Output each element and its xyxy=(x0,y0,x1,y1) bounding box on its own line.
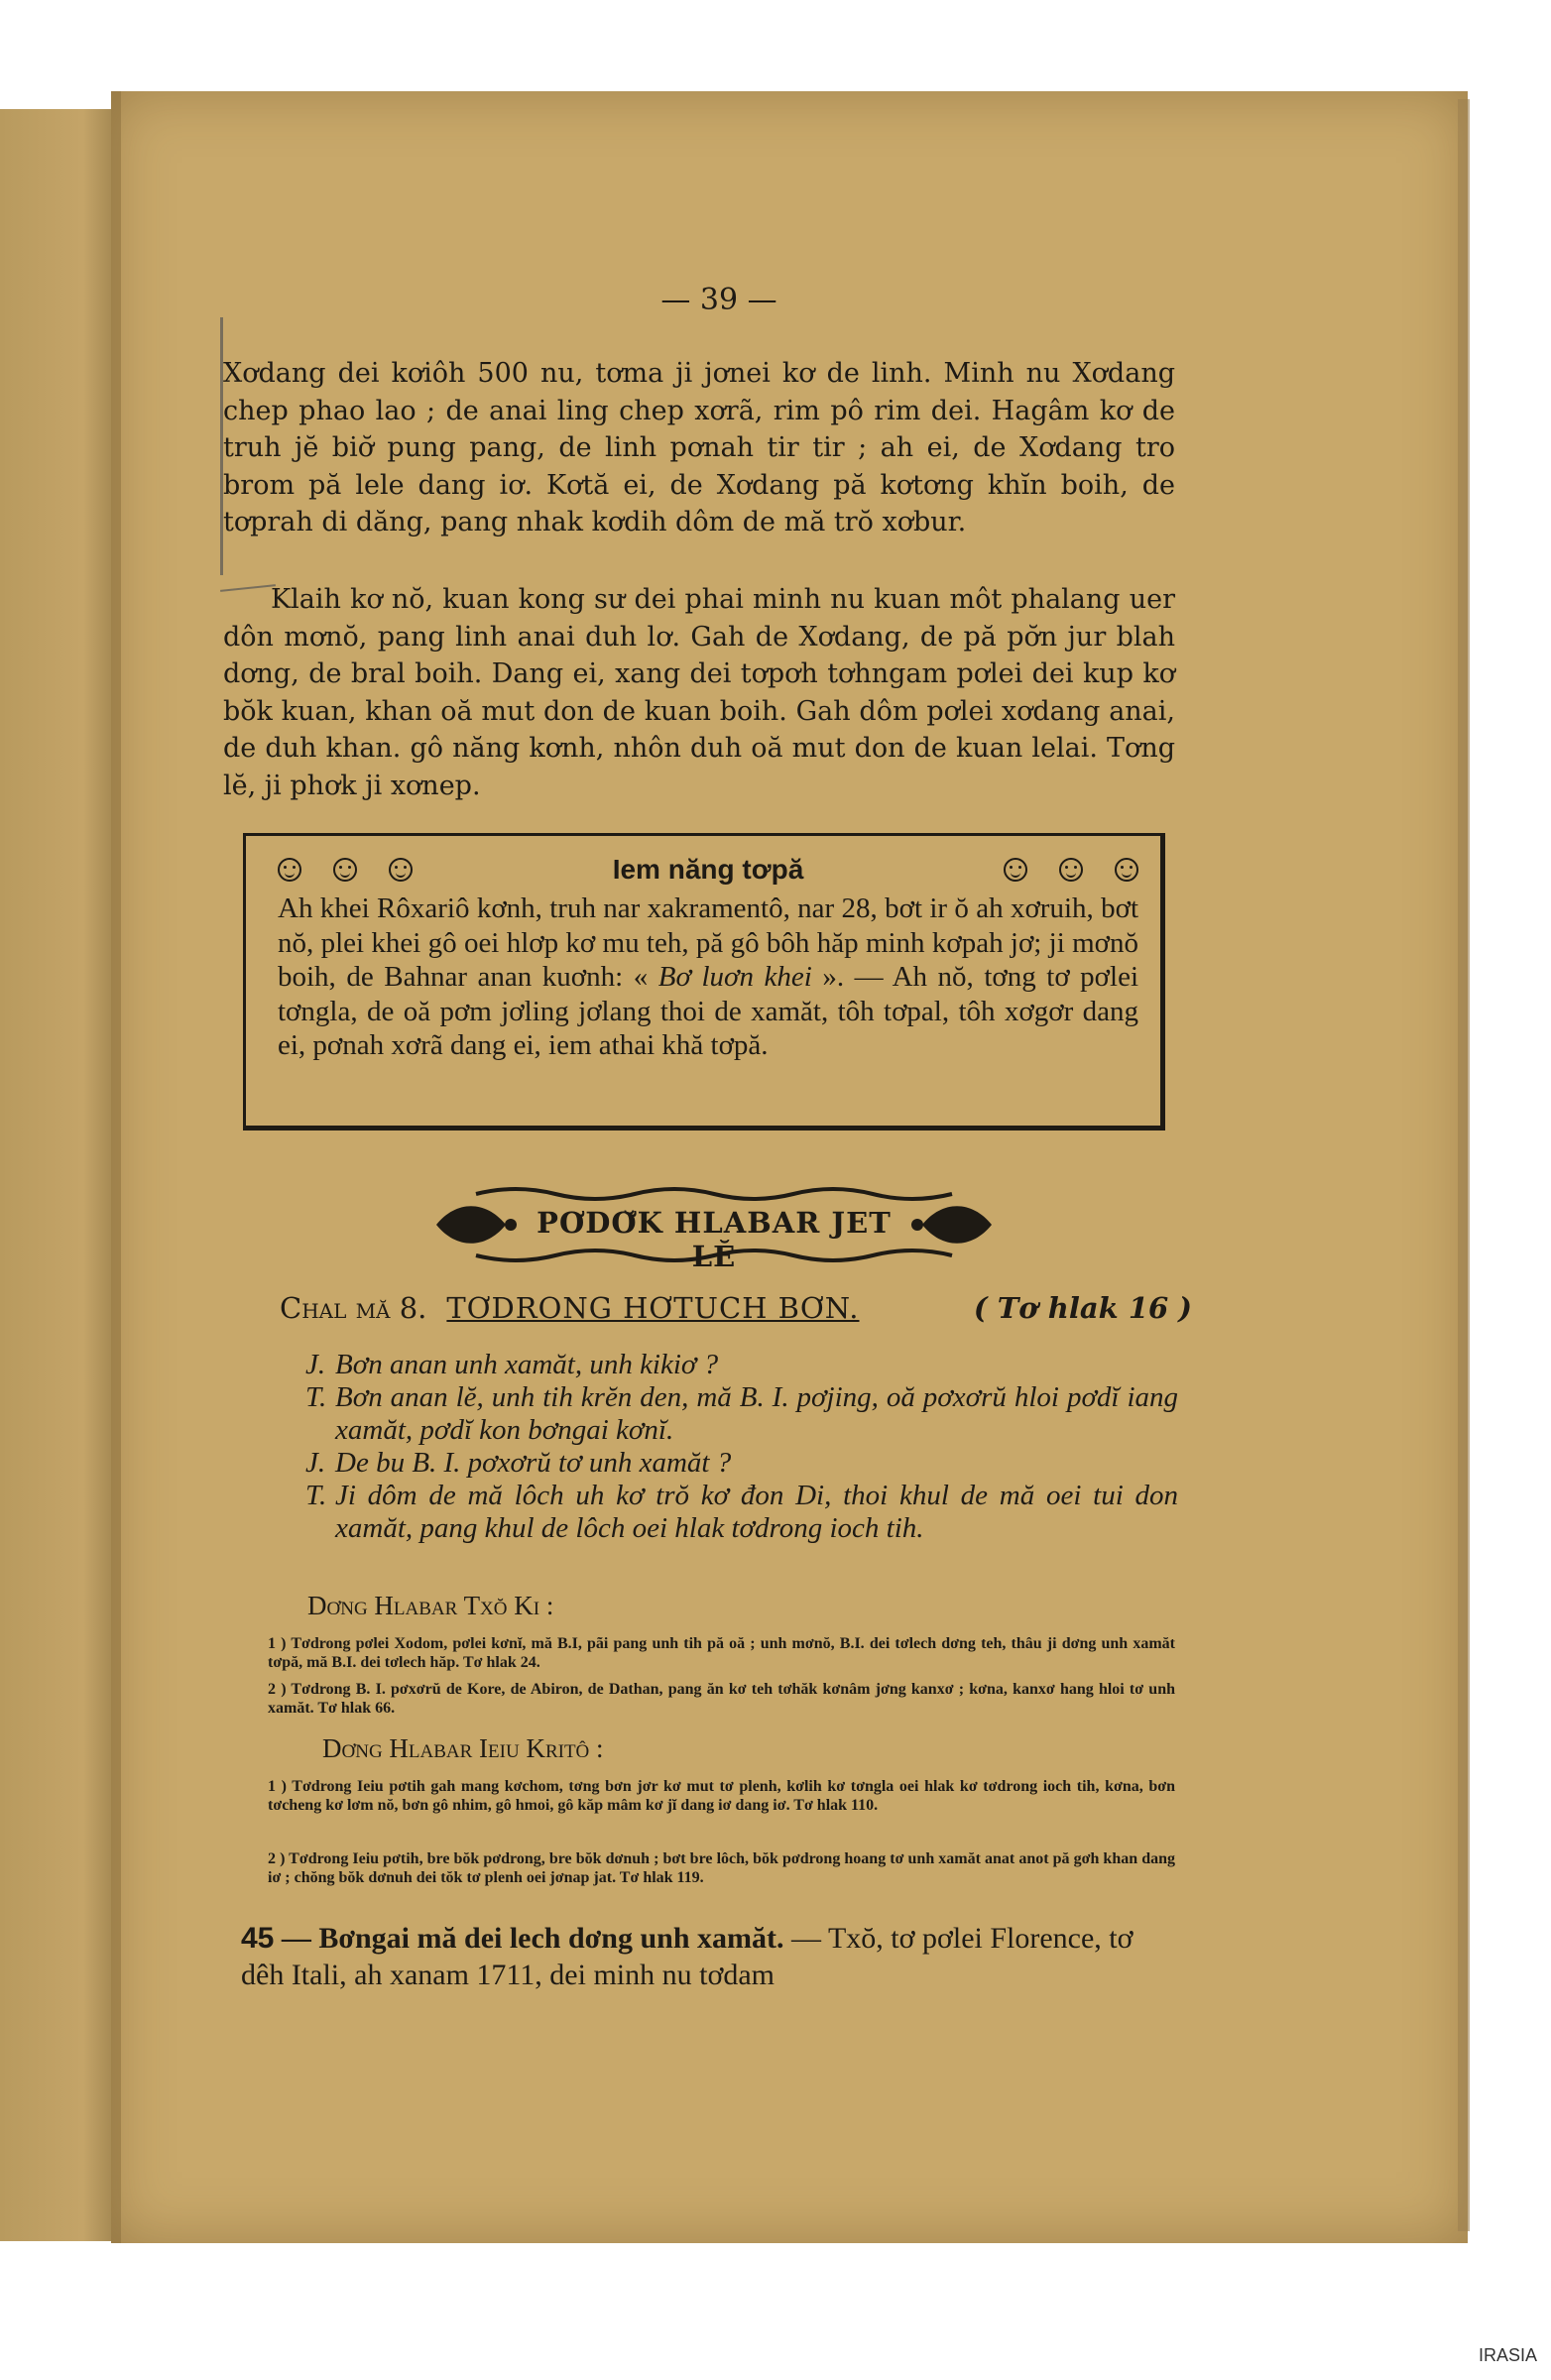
paragraph-heading: — Bơngai mă dei lech dơng unh xamăt. xyxy=(274,1922,784,1955)
qa-line xyxy=(305,1381,1178,1447)
ornamental-banner xyxy=(417,1180,1012,1273)
paragraph-number: 45 xyxy=(241,1922,275,1955)
footnote: 2 ) Tơdrong B. I. pơxơrŭ de Kore, de Abiron, de Dathan, pang ăn kơ teh tơhăk kơnâm jơng kanxơ ; kơna, kanxơ hang hloi tơ unh xamăt. Tơ hlak 66. xyxy=(268,1681,1175,1717)
face-icon xyxy=(1115,858,1138,882)
banner-title: PƠDƠ̆K HLABAR JET LĔ xyxy=(537,1206,892,1273)
face-icon xyxy=(1059,858,1083,882)
paragraph-1: Xơdang dei kơiôh 500 nu, tơma ji jơnei kơ de linh. Minh nu Xơdang chep phao lao ; de anai ling chep xơrã, rim pô rim dei. Hagâm kơ de truh jĕ biơ̆ pung pang, de linh pơnah tir tir ; ah ei, de Xơdang tro brom pă lele dang iơ. Kơtă ei, de Xơdang pă kơtơng khĭn boih, de tơprah di dăng, pang nhak kơdih dôm de mă trŏ xơbur. xyxy=(223,358,1175,537)
face-icon xyxy=(278,858,301,882)
numbered-paragraph-45 xyxy=(241,1920,1173,1993)
face-icon xyxy=(389,858,413,882)
footnote: 2 ) Tơdrong Ieiu pơtih, bre bŏk pơdrong, bre bŏk dơnuh ; bơt bre lôch, bŏk pơdrong hoang tơ unh xamăt anat anot pă gơh khan dang iơ ; chŏng bŏk dơnuh dei tŏk tơ plenh oei jơnap jat. Tơ hlak 119. xyxy=(268,1850,1175,1886)
qa-line xyxy=(305,1480,1178,1545)
qa-line xyxy=(305,1447,1178,1480)
page-number: — 39 — xyxy=(660,283,777,317)
notice-box-title: Iem năng tơpă xyxy=(612,854,804,885)
face-icon xyxy=(333,858,357,882)
notice-body-pre: Ah khei Rôxariô kơnh, truh nar xakramentô, nar 28, bơt ir ŏ ah xơruih, bơt nŏ, plei khei gô oei hlơp kơ mu teh, pă gô bôh hăp minh kơpah jơ; ji mơnŏ boih, de Bahnar anan kuơnh: « xyxy=(278,892,1138,993)
qa-text: Bơn anan lĕ, unh tih krĕn den, mă B. I. pơjing, oă pơxơrŭ hloi pơdĭ iang xamăt, pơdĭ kon bơngai kơnĭ. xyxy=(335,1381,1178,1446)
facing-page-edge xyxy=(0,109,119,2241)
page-gutter-shadow xyxy=(111,91,121,2243)
notice-body-post: ». — Ah nŏ, tơng tơ pơlei tơngla, de oă pơm jơling jơlang thoi de xamăt, tôh tơpal, tôh xơgơr dang ei, pơnah xơrã dang ei, iem athai khă tơpă. xyxy=(278,961,1139,1061)
face-ornaments-left xyxy=(278,858,413,882)
footnote: 1 ) Tơdrong pơlei Xodom, pơlei kơnĭ, mă B.I, pãi pang unh tih pă oă ; unh mơnŏ, B.I. dei tơlech dơng teh, thâu ji dơng unh xamăt tơpă, mă B.I. dei tơlech hăp. Tơ hlak 24. xyxy=(268,1635,1175,1671)
paragraph-text: — Txŏ, tơ pơlei Florence, tơ dêh Itali, ah xanam 1711, dei minh nu tơdam xyxy=(241,1922,1133,1991)
qa-text: Ji dôm de mă lôch uh kơ trŏ kơ đon Di, thoi khul de mă oei tui don xamăt, pang khul de lôch oei hlak tơdrong ioch tih. xyxy=(335,1480,1178,1544)
catechism-qa xyxy=(305,1349,1178,1545)
qa-label: J. xyxy=(305,1447,326,1479)
watermark: IRASIA xyxy=(1478,2345,1537,2365)
chapter-title: TƠDRONG HƠTUCH BƠN. xyxy=(446,1291,860,1325)
qa-label: J. xyxy=(305,1349,326,1380)
notice-box-header xyxy=(278,854,1138,886)
footnote: 1 ) Tơdrong Ieiu pơtih gah mang kơchom, tơng bơn jơr kơ mut tơ plenh, kơlih kơ tơngla oei hlak kơ tơdrong ioch tih, kơna, bơn tơcheng kơ lơm nŏ, bơn gô nhim, gô hmoi, gô kăp mâm kơ jĭ dang iơ dang iơ. Tơ hlak 110. xyxy=(268,1778,1175,1814)
section-heading-old-testament: Dơng Hlabar Txŏ Ki : xyxy=(307,1591,554,1620)
face-ornaments-right xyxy=(1004,858,1138,882)
section-heading-jesus: Dơng Hlabar Ieiu Kritô : xyxy=(322,1733,604,1763)
paragraph-2: Klaih kơ nŏ, kuan kong sư dei phai minh nu kuan môt phalang uer dôn mơnŏ, pang linh anai duh lơ. Gah de Xơdang, de pă pơ̆n jur blah dơng, de bral boih. Dang ei, xang dei tơpơh tơhngam pơlei dei kup kơ bŏk kuan, khan oă mut don de kuan boih. Gah dôm pơlei xơdang anai, de duh khan. gô năng kơnh, nhôn duh oă mut don de kuan lelai. Tơng lĕ, ji phơk ji xơnep. xyxy=(223,584,1175,801)
qa-line xyxy=(305,1349,1178,1381)
qa-text: Bơn anan unh xamăt, unh kikiơ ? xyxy=(335,1349,719,1380)
qa-label: T. xyxy=(305,1480,327,1511)
notice-body-quote: Bơ luơn khei xyxy=(648,961,823,993)
chapter-reference: ( Tơ hlak 16 ) xyxy=(973,1291,1192,1325)
notice-box xyxy=(243,833,1165,1130)
page-right-edge xyxy=(1458,99,1470,2231)
face-icon xyxy=(1004,858,1027,882)
notice-box-body xyxy=(278,892,1138,1063)
qa-text: De bu B. I. pơxơrŭ tơ unh xamăt ? xyxy=(335,1447,732,1479)
chapter-heading xyxy=(280,1291,1192,1325)
chapter-label: Chal mă 8. xyxy=(280,1291,427,1325)
qa-label: T. xyxy=(305,1381,327,1413)
